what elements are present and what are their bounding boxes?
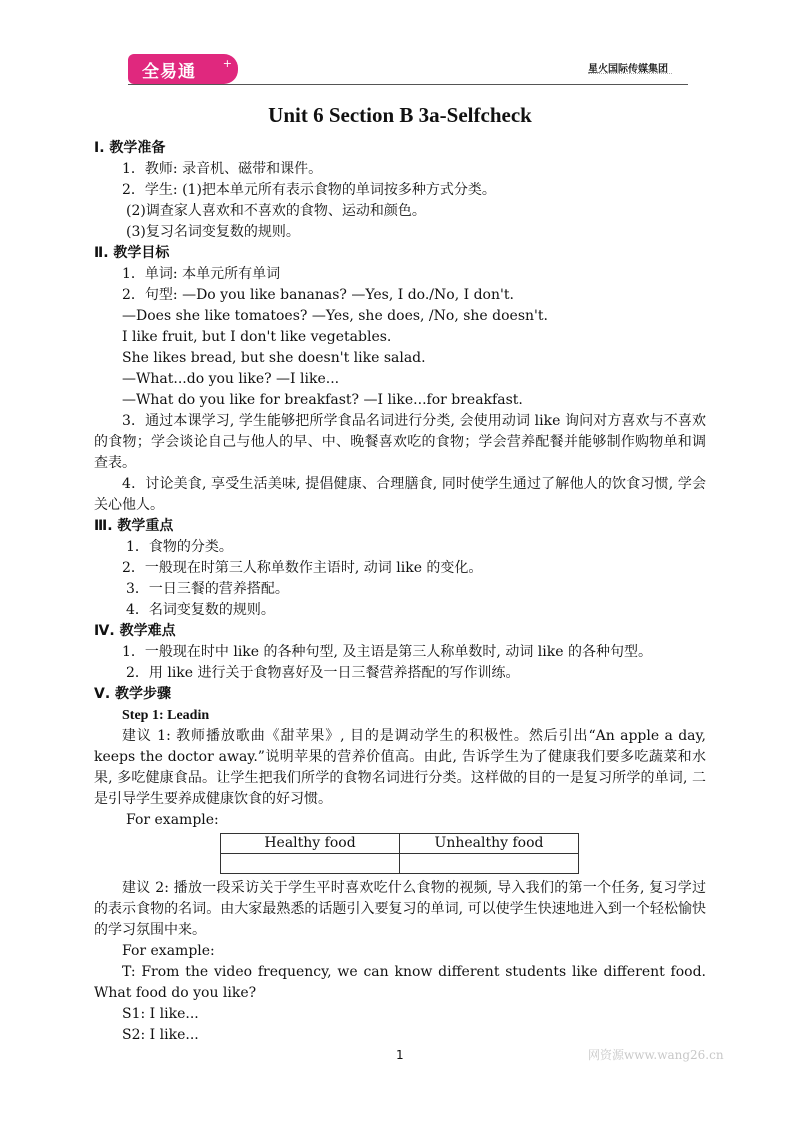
- table-cell: [400, 854, 579, 874]
- header-divider: [128, 84, 688, 85]
- text-line: 1．食物的分类。: [126, 539, 233, 555]
- text-line: —Does she like tomatoes? —Yes, she does, /No, she doesn't.: [122, 308, 548, 324]
- text-line: 1．单词: 本单元所有单词: [122, 266, 281, 282]
- step-heading: Step 1: Leadin: [122, 708, 210, 723]
- brand-logo: [128, 54, 238, 84]
- text-line: For example:: [122, 943, 215, 959]
- watermark: 网资源www.wang26.cn: [588, 1048, 724, 1062]
- publisher-underline: [588, 73, 672, 77]
- text-line: S1: I like...: [122, 1006, 199, 1022]
- table-header-row: [221, 834, 579, 854]
- document-body: [94, 100, 706, 1046]
- text-line: S2: I like...: [122, 1027, 199, 1043]
- table-cell: [221, 854, 400, 874]
- text-line: —What...do you like? —I like...: [122, 371, 340, 387]
- table-header-cell: Unhealthy food: [400, 834, 579, 854]
- text-line: I like fruit, but I don't like vegetables.: [122, 329, 392, 345]
- section-heading-key-points: Ⅲ. 教学重点: [94, 518, 174, 534]
- section-heading-steps: Ⅴ. 教学步骤: [94, 686, 172, 702]
- table-header-cell: Healthy food: [221, 834, 400, 854]
- table-row: [221, 854, 579, 874]
- paragraph: T: From the video frequency, we can know different students like different food. What food do you like?: [94, 964, 706, 1001]
- text-line: 3．一日三餐的营养搭配。: [126, 581, 289, 597]
- text-line: 2．一般现在时第三人称单数作主语时, 动词 like 的变化。: [122, 560, 483, 576]
- section-heading-objectives: Ⅱ. 教学目标: [94, 245, 170, 261]
- paragraph: 建议 1: 教师播放歌曲《甜苹果》, 目的是调动学生的积极性。然后引出“An apple a day, keeps the doctor away.”说明苹果的营养价值高。由此, 告诉学生为了健康我们要多吃蔬菜和水果, 多吃健康食品。让学生把我们所学的食物名词进行分类。这样做的目的一是复习所学的单词, 二是引导学生要养成健康饮食的好习惯。: [94, 728, 706, 807]
- text-line: 2．句型: —Do you like bananas? —Yes, I do./No, I don't.: [122, 287, 514, 303]
- section-heading-difficulties: Ⅳ. 教学难点: [94, 623, 176, 639]
- text-line: She likes bread, but she doesn't like salad.: [122, 350, 426, 366]
- text-line: (2)调查家人喜欢和不喜欢的食物、运动和颜色。: [126, 203, 426, 219]
- paragraph: 建议 2: 播放一段采访关于学生平时喜欢吃什么食物的视频, 导入我们的第一个任务, 复习学过的表示食物的名词。由大家最熟悉的话题引入要复习的单词, 可以使学生快速地进入到一个轻松愉快的学习氛围中来。: [94, 880, 706, 938]
- paragraph: 3．通过本课学习, 学生能够把所学食品名词进行分类, 会使用动词 like 询问对方喜欢与不喜欢的食物；学会谈论自己与他人的早、中、晚餐喜欢吃的食物；学会营养配餐并能够制作购物单和调查表。: [94, 413, 706, 471]
- text-line: 1．教师: 录音机、磁带和课件。: [122, 161, 323, 177]
- brand-logo-mark: +: [222, 57, 232, 70]
- section-heading-preparation: Ⅰ. 教学准备: [94, 140, 166, 156]
- text-line: 1．一般现在时中 like 的各种句型, 及主语是第三人称单数时, 动词 like 的各种句型。: [122, 644, 652, 660]
- text-line: For example:: [126, 812, 219, 828]
- publisher-name: 星火国际传媒集团: [588, 64, 668, 75]
- food-classification-table: [220, 833, 579, 874]
- page-title: Unit 6 Section B 3a-Selfcheck: [268, 103, 532, 127]
- brand-logo-text: 全易通: [142, 62, 196, 82]
- text-line: 4．名词变复数的规则。: [126, 602, 275, 618]
- page-header: [0, 0, 800, 90]
- text-line: 2．学生: (1)把本单元所有表示食物的单词按多种方式分类。: [122, 182, 496, 198]
- text-line: 2．用 like 进行关于食物喜好及一日三餐营养搭配的写作训练。: [126, 665, 520, 681]
- text-line: (3)复习名词变复数的规则。: [126, 224, 300, 240]
- page-number: 1: [396, 1048, 404, 1062]
- paragraph: 4．讨论美食, 享受生活美味, 提倡健康、合理膳食, 同时使学生通过了解他人的饮食习惯, 学会关心他人。: [94, 476, 706, 513]
- text-line: —What do you like for breakfast? —I like...for breakfast.: [122, 392, 523, 408]
